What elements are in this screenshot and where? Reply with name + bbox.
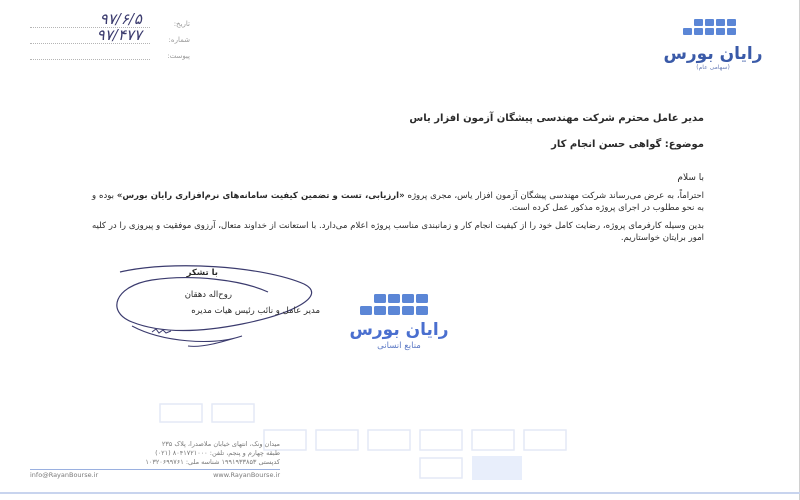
paragraph-2: بدین وسیله کارفرمای پروژه، رضایت کامل خود را از کیفیت انجام کار و زمانبندی مناسب پروژه اعلام می‌دارد. با استعانت از خداوند متعال، آرزوی موفقیت و پیروزی را در کلیه امور برایتان خواستاریم. — [92, 221, 704, 243]
footer-address-3: کدپستی ۱۹۹۱۹۳۳۸۵۳ شناسه ملی: ۱۰۳۲۰۶۹۹۷۶۱ — [145, 458, 280, 466]
signature-block — [92, 262, 328, 352]
footer-website: www.RayanBourse.ir — [213, 471, 280, 479]
paragraph-1-suffix: بوده و به نحو مطلوب در اجرای پروژه مذکور عمل کرده است. — [92, 191, 704, 213]
date-value: ۹۷/۶/۵ — [99, 10, 142, 28]
signer-name: روح‌اله دهقان — [184, 290, 232, 300]
footer-web-row — [30, 469, 280, 479]
stamp-department: منابع انسانی — [377, 341, 421, 351]
footer-address-2: طبقه چهارم و پنجم، تلفن: ۸۰۴۱۷۲۱۰۰۰ (۰۲۱) — [155, 449, 280, 457]
signer-title: مدیر عامل و نائب رئیس هیات مدیره — [191, 306, 320, 316]
paragraph-1-prefix: احتراماً، به عرض می‌رساند شرکت مهندسی پیشگان آزمون افزار یاس، مجری پروژه — [407, 191, 705, 201]
logo-name: رایان بورس — [663, 44, 763, 64]
attachment-label: پیوست: — [167, 52, 190, 60]
number-value: ۹۷/۴۷۷ — [96, 26, 142, 44]
logo-tiles-icon — [681, 14, 745, 40]
subject: موضوع: گواهی حسن انجام کار — [551, 139, 704, 150]
number-label: شماره: — [168, 36, 190, 44]
company-logo — [658, 14, 768, 72]
greeting: با سلام — [677, 173, 704, 183]
footer-contact — [30, 440, 280, 479]
stamp-name: رایان بورس — [349, 320, 449, 340]
company-stamp — [336, 288, 462, 366]
stamp-tiles-icon — [354, 288, 444, 322]
attachment-row — [30, 46, 190, 60]
date-label: تاریخ: — [173, 20, 190, 28]
footer-address-1: میدان ونک، انتهای خیابان ملاصدرا، پلاک ۲۳۵ — [161, 440, 280, 448]
number-line — [30, 26, 150, 44]
paragraph-1 — [92, 190, 704, 214]
letter-body — [92, 104, 704, 244]
logo-subtitle: (سهامی عام) — [696, 64, 730, 71]
project-title: «ارزیابی، تست و تضمین کیفیت سامانه‌های نرم‌افزاری رایان بورس» — [116, 191, 405, 201]
letter-meta — [30, 10, 190, 62]
footer-email: info@RayanBourse.ir — [30, 471, 99, 479]
number-row — [30, 26, 190, 44]
attachment-line — [30, 47, 150, 60]
footer-bar — [0, 492, 800, 494]
signature-thanks: با تشکر — [186, 268, 218, 278]
recipient: مدیر عامل محترم شرکت مهندسی پیشگان آزمون افزار یاس — [409, 113, 704, 124]
